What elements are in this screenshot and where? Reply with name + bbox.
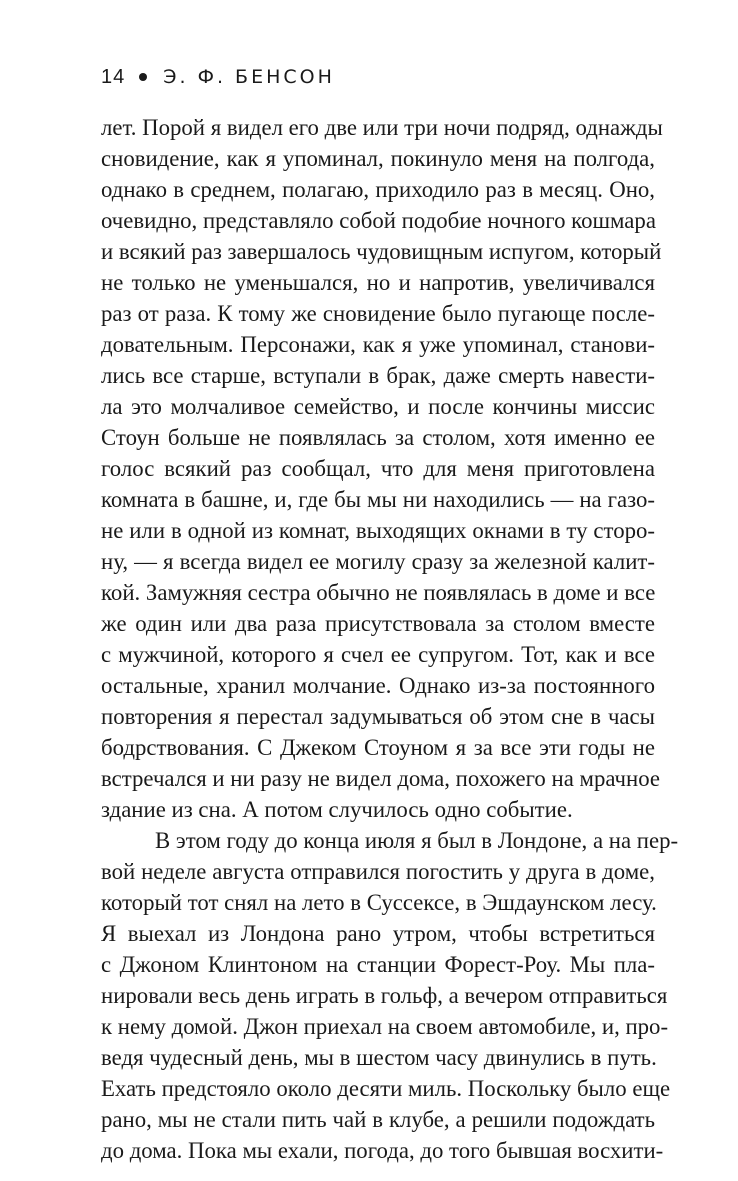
running-header	[101, 62, 335, 92]
text-line: не или в одной из комнат, выходящих окнами в ту сторо-	[101, 518, 655, 543]
text-line: здание из сна. А потом случилось одно событие.	[101, 797, 573, 822]
page-number: 14	[101, 65, 126, 88]
text-line: ла это молчаливое семейство, и после кончины миссис	[101, 394, 655, 419]
text-line: В этом году до конца июля я был в Лондоне, а на пер-	[155, 828, 679, 853]
text-line: кой. Замужняя сестра обычно не появлялась в доме и все	[101, 580, 656, 605]
text-line: сновидение, как я упоминал, покинуло меня на полгода,	[101, 146, 655, 171]
text-line: Стоун больше не появлялась за столом, хотя именно ее	[101, 425, 655, 450]
body-text	[101, 112, 679, 1166]
text-line: лись все старше, вступали в брак, даже смерть навести-	[101, 363, 655, 388]
text-line: не только не уменьшался, но и напротив, увеличивался	[101, 270, 655, 295]
text-line: нировали весь день играть в гольф, а вечером отправиться	[101, 983, 668, 1008]
text-line: довательным. Персонажи, как я уже упоминал, станови-	[101, 332, 655, 357]
text-line: ведя чудесный день, мы в шестом часу двинулись в путь.	[101, 1045, 657, 1070]
text-line: же один или два раза присутствовала за столом вместе	[101, 611, 655, 636]
text-line: повторения я перестал задумываться об этом сне в часы	[101, 704, 655, 729]
text-line: к нему домой. Джон приехал на своем автомобиле, и, про-	[101, 1014, 669, 1039]
text-line: Ехать предстояло около десяти миль. Поскольку было еще	[101, 1076, 671, 1101]
text-line: очевидно, представляло собой подобие ночного кошмара	[101, 208, 656, 233]
text-line: с Джоном Клинтоном на станции Форест-Роу. Мы пла-	[101, 952, 655, 977]
text-line: раз от раза. К тому же сновидение было пугающе после-	[101, 301, 655, 326]
text-line: рано, мы не стали пить чай в клубе, а решили подождать	[101, 1107, 655, 1132]
text-line: вой неделе августа отправился погостить у друга в доме,	[101, 859, 655, 884]
text-line: лет. Порой я видел его две или три ночи подряд, однажды	[101, 115, 663, 140]
author-name: Э. Ф. БЕНСОН	[163, 66, 335, 88]
text-line: однако в среднем, полагаю, приходило раз в месяц. Оно,	[101, 177, 655, 202]
text-line: и всякий раз завершалось чудовищным испугом, который	[101, 239, 662, 264]
text-line: ну, — я всегда видел ее могилу сразу за железной калит-	[101, 549, 655, 574]
text-line: остальные, хранил молчание. Однако из-за постоянного	[101, 673, 655, 698]
text-line: голос всякий раз сообщал, что для меня приготовлена	[101, 456, 655, 481]
text-line: встречался и ни разу не видел дома, похожего на мрачное	[101, 766, 661, 791]
text-line: до дома. Пока мы ехали, погода, до того бывшая восхити-	[101, 1138, 664, 1163]
text-line: Я выехал из Лондона рано утром, чтобы встретиться	[101, 921, 655, 946]
bullet-separator	[139, 73, 147, 81]
text-line: комната в башне, и, где бы мы ни находились — на газо-	[101, 487, 655, 512]
text-line: который тот снял на лето в Суссексе, в Эшдаунском лесу.	[101, 890, 657, 915]
text-line: с мужчиной, которого я счел ее супругом. Тот, как и все	[101, 642, 655, 667]
text-line: бодрствования. С Джеком Стоуном я за все эти годы не	[101, 735, 655, 760]
